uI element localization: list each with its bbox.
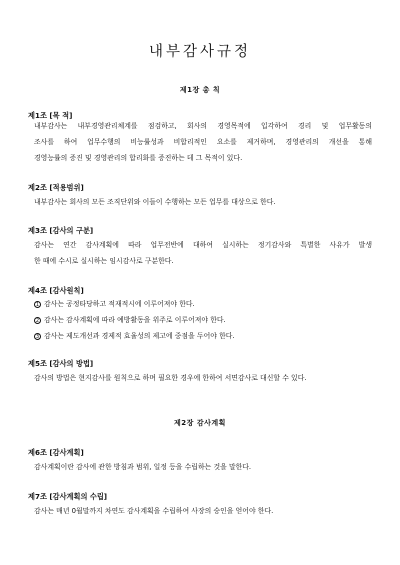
chapter-heading: 제2장 감사계획 xyxy=(174,419,226,427)
article-heading: 제2조 [적용범위] xyxy=(28,183,84,192)
article-text-line: 감사는 매년 0월말까지 차연도 감사계획을 수립하여 사장의 승인을 얻어야 한다. xyxy=(34,507,274,515)
article-text-line: 경영능률의 증진 및 경영관리의 합리화를 증진하는 데 그 목적이 있다. xyxy=(34,154,243,162)
article-heading: 제6조 [감사계획] xyxy=(28,448,84,457)
article-text-line: 한 때에 수시로 실시하는 임시감사로 구분한다. xyxy=(34,257,174,265)
list-item-text: 감사는 공정타당하고 적재적시에 이루어져야 한다. xyxy=(44,300,195,308)
circled-number: 2 xyxy=(35,317,40,324)
article-text-line: 감사계획이란 감사에 관한 방침과 범위, 일정 등을 수립하는 것을 말한다. xyxy=(34,463,252,471)
article-text-line: 내부감사는 내부경영관리체계를 점검하고, 회사의 경영목적에 입각하여 경리 및 업무활동의 xyxy=(34,122,372,130)
list-item xyxy=(34,316,226,325)
article-text-line: 감사의 방법은 현지감사를 원칙으로 하며 필요한 경우에 한하여 서면감사로 대신할 수 있다. xyxy=(34,374,307,382)
article-text-line: 내부감사는 회사의 모든 조직단위와 이들이 수행하는 모든 업무를 대상으로 한다. xyxy=(34,198,276,206)
list-item-text: 감사는 감사계획에 따라 예방활동을 위주로 이루어져야 한다. xyxy=(44,316,226,324)
chapter-heading: 제1장 총 칙 xyxy=(179,86,221,94)
article-heading: 제4조 [감사원칙] xyxy=(28,286,84,295)
article-heading: 제7조 [감사계획의 수립] xyxy=(28,492,108,501)
list-item xyxy=(34,332,235,341)
list-item-text: 감사는 제도개선과 경제적 효율성의 제고에 중점을 두어야 한다. xyxy=(44,332,235,340)
article-heading: 제5조 [감사의 방법] xyxy=(28,359,94,368)
article-heading: 제3조 [감사의 구분] xyxy=(28,226,94,235)
circled-number: 3 xyxy=(35,333,40,340)
article-heading: 제1조 [목 적] xyxy=(28,111,73,120)
circled-number: 1 xyxy=(35,301,40,308)
document-title: 내부감사규정 xyxy=(148,44,252,60)
article-text-line: 감사는 연간 감사계획에 따라 업무전반에 대하여 실시하는 정기감사와 특별한 사유가 발생 xyxy=(34,241,372,249)
article-text-line: 조사를 하여 업무수행의 비능률성과 비합리적인 요소를 제거하며, 경영관리의 개선을 통해 xyxy=(34,138,372,146)
list-item xyxy=(34,300,195,309)
